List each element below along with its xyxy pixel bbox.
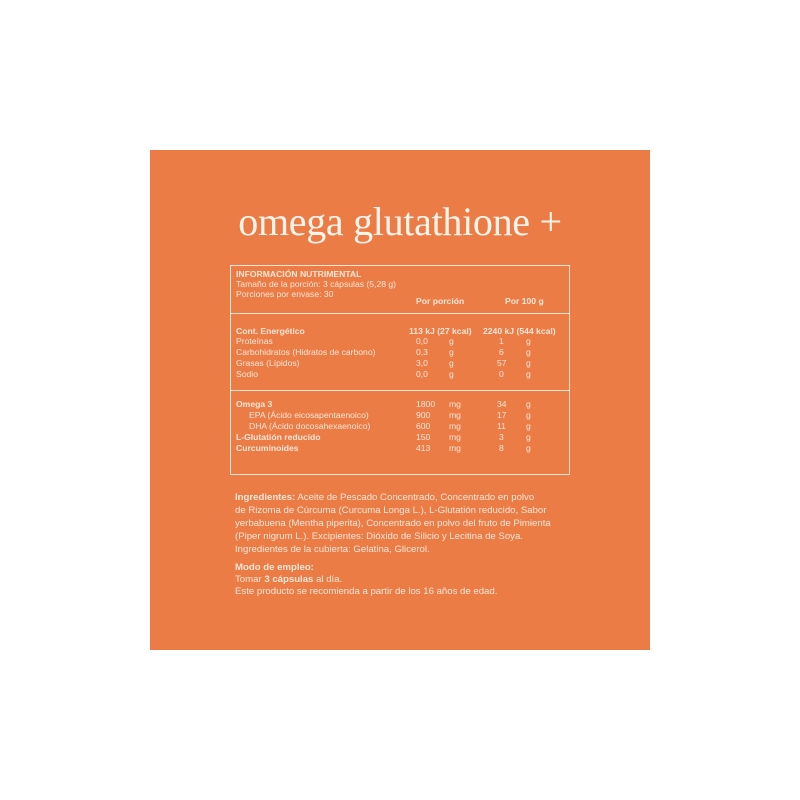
row-unit: g (526, 347, 531, 357)
row-portion: 0,0 (416, 369, 428, 379)
row-label: Sodio (236, 369, 258, 379)
ingredients-text: Aceite de Pescado Concentrado, Concentrado en polvo (297, 492, 535, 503)
row-portion: 1800 (416, 399, 436, 409)
product-title: omega glutathione + (238, 199, 562, 244)
row-portion: 600 (416, 421, 431, 431)
row-per100: 34 (497, 399, 507, 409)
row-unit: g (449, 358, 454, 368)
row-unit: g (526, 369, 531, 379)
row-unit: mg (449, 421, 461, 431)
row-label: Curcuminoides (236, 443, 299, 453)
row-unit: mg (449, 432, 461, 442)
col-header-100g: Por 100 g (505, 296, 544, 306)
row-unit: g (449, 336, 454, 346)
row-unit: mg (449, 399, 461, 409)
product-panel (150, 150, 650, 650)
row-per100: 3 (499, 432, 504, 442)
row-label: DHA (Ácido docosahexaenoico) (249, 421, 371, 431)
serving-size: Tamaño de la porción: 3 cápsulas (5,28 g) (236, 279, 397, 289)
usage-take-suffix: al día. (316, 574, 343, 585)
energy-portion: 113 kJ (27 kcal) (409, 326, 472, 336)
row-per100: 57 (497, 358, 507, 368)
row-per100: 8 (499, 443, 504, 453)
row-unit: g (526, 443, 531, 453)
ingredients-text: yerbabuena (Mentha piperita), Concentrado en polvo del fruto de Pimienta (235, 518, 551, 529)
row-label: L-Glutatión reducido (236, 432, 321, 442)
row-unit: mg (449, 410, 461, 420)
col-header-portion: Por porción (416, 296, 465, 306)
row-unit: g (449, 347, 454, 357)
row-unit: g (526, 399, 531, 409)
row-per100: 11 (497, 421, 506, 431)
row-unit: mg (449, 443, 461, 453)
row-per100: 1 (499, 336, 504, 346)
row-unit: g (526, 358, 531, 368)
row-unit: g (526, 410, 531, 420)
nutrition-title: INFORMACIÓN NUTRIMENTAL (236, 269, 362, 279)
row-label: Grasas (Lípidos) (236, 358, 300, 368)
usage-dose: 3 cápsulas (264, 574, 314, 585)
row-unit: g (526, 421, 531, 431)
servings-per-container: Porciones por envase: 30 (236, 289, 334, 299)
ingredients-block (235, 491, 585, 556)
row-portion: 3,0 (416, 358, 428, 368)
ingredients-text: de Rizoma de Cúrcuma (Curcuma Longa L.), L-Glutatión reducido, Sabor (235, 505, 547, 516)
row-portion: 150 (416, 432, 431, 442)
row-unit: g (526, 432, 531, 442)
nutrition-table (230, 265, 570, 475)
row-portion: 900 (416, 410, 431, 420)
row-portion: 413 (416, 443, 431, 453)
ingredients-text: Ingredientes de la cubierta: Gelatina, Glicerol. (235, 544, 430, 555)
row-portion: 0,3 (416, 347, 428, 357)
energy-per100: 2240 kJ (544 kcal) (483, 326, 556, 336)
usage-note: Este producto se recomienda a partir de los 16 años de edad. (235, 586, 498, 597)
usage-block (235, 562, 585, 598)
row-unit: g (449, 369, 454, 379)
row-per100: 17 (497, 410, 507, 420)
row-label: Omega 3 (236, 399, 273, 409)
usage-label: Modo de empleo: (235, 562, 314, 573)
row-label: Proteínas (236, 336, 273, 346)
ingredients-text: (Piper nigrum L.). Excipientes: Dióxido de Silicio y Lecitina de Soya. (235, 531, 523, 542)
divider (231, 390, 569, 391)
row-unit: g (526, 336, 531, 346)
usage-take-prefix: Tomar (235, 574, 262, 585)
row-label: EPA (Ácido eicosapentaenoico) (249, 410, 369, 420)
row-per100: 0 (499, 369, 504, 379)
energy-label: Cont. Energético (236, 326, 305, 336)
ingredients-label: Ingredientes: (235, 492, 296, 503)
divider (231, 313, 569, 314)
row-label: Carbohidratos (Hidratos de carbono) (236, 347, 376, 357)
row-per100: 6 (499, 347, 504, 357)
row-portion: 0,0 (416, 336, 428, 346)
